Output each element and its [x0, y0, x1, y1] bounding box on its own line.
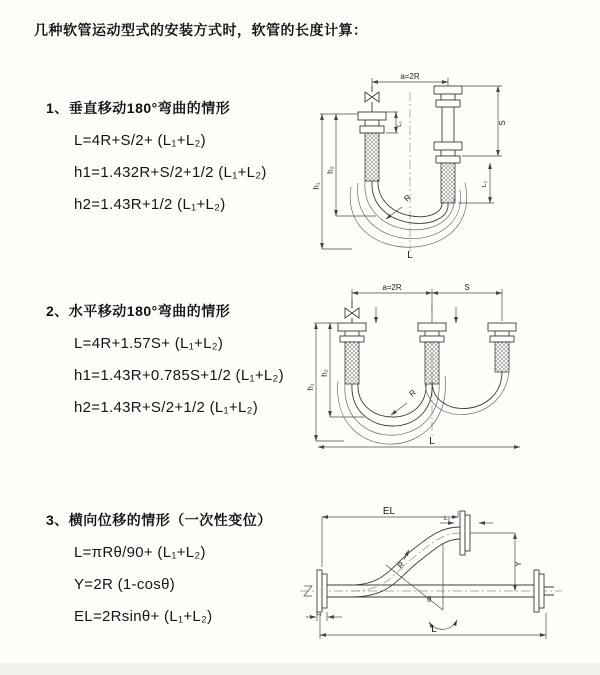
theta-label: θ [427, 595, 432, 604]
svg-text:h₂: h₂ [320, 369, 329, 377]
svg-text:a=2R: a=2R [400, 72, 420, 81]
page-bottom-edge [0, 663, 600, 675]
shifted-pipe-flange [488, 323, 516, 372]
left-pipe-flange [358, 112, 386, 181]
lateral-displacement-diagram [294, 503, 568, 651]
braid-section [345, 342, 359, 384]
svg-text:L₁: L₁ [396, 121, 403, 127]
valve-icon [345, 299, 359, 323]
svg-text:L₂: L₂ [444, 515, 451, 522]
dimension-y [470, 533, 523, 591]
section1-formula-h1: h1=1.432R+S/2+1/2 (L₁+L₂) [74, 164, 267, 181]
length-label: L [431, 624, 437, 635]
dimension-s [462, 86, 507, 156]
svg-text:h₂: h₂ [326, 166, 335, 174]
svg-text:EL: EL [382, 506, 396, 517]
svg-text:S: S [498, 120, 507, 126]
braid-section [425, 342, 439, 384]
svg-text:h₁: h₁ [312, 182, 321, 190]
angle-construction [386, 543, 457, 629]
middle-pipe-flange [418, 323, 446, 384]
section3-heading: 3、横向位移的情形（一次性变位） [46, 512, 272, 528]
vertical-180-bend-diagram [312, 66, 548, 262]
dimension-el [322, 506, 458, 567]
tick-arrows [376, 307, 456, 323]
dimension-l [320, 613, 546, 639]
section2-heading: 2、水平移动180°弯曲的情形 [46, 303, 231, 319]
dimension-s: S [464, 283, 470, 292]
svg-text:R: R [395, 560, 407, 571]
braid-section [495, 342, 509, 372]
dimension-l2 [458, 163, 494, 203]
dimension-l1 [306, 610, 342, 621]
dimension-l [318, 436, 520, 447]
section3-formula-EL: EL=2Rsinθ+ (L₁+L₂) [74, 608, 213, 625]
section2-formula-h2: h2=1.43R+S/2+1/2 (L₁+L₂) [74, 399, 259, 416]
length-label: L [429, 436, 435, 447]
svg-text:a=2R: a=2R [382, 283, 402, 292]
svg-text:L₁: L₁ [316, 610, 322, 617]
svg-text:L₂: L₂ [481, 180, 488, 188]
upper-flange-displaced [460, 511, 470, 555]
s-curve-hose [351, 527, 460, 597]
valve-icon [365, 86, 379, 112]
braid-section [441, 163, 455, 203]
section2-formula-L: L=4R+1.57S+ (L₁+L₂) [74, 335, 224, 352]
radius-callout [396, 550, 409, 570]
left-pipe-flange [338, 323, 366, 384]
page-title: 几种软管运动型式的安装方式时，软管的长度计算： [34, 22, 368, 38]
section2-formula-h1: h1=1.43R+0.785S+1/2 (L₁+L₂) [74, 367, 284, 384]
svg-text:R: R [402, 192, 413, 204]
svg-text:Y: Y [514, 561, 523, 567]
section3-formula-Y: Y=2R (1-cosθ) [74, 576, 176, 593]
horizontal-180-bend-diagram [308, 281, 548, 453]
dimension-l1 [386, 112, 403, 133]
braid-section [365, 133, 379, 181]
right-pipe-flange [434, 86, 462, 203]
length-label: L [407, 250, 413, 261]
dimension-a2r [352, 283, 502, 321]
section1-formula-L: L=4R+S/2+ (L₁+L₂) [74, 132, 206, 149]
svg-text:R: R [407, 387, 418, 399]
section3-formula-L: L=πRθ/90+ (L₁+L₂) [74, 544, 206, 561]
section1-heading: 1、垂直移动180°弯曲的情形 [46, 100, 231, 116]
svg-text:h₁: h₁ [306, 383, 315, 391]
hose-u-arcs [338, 376, 446, 444]
section1-formula-h2: h2=1.43R+1/2 (L₁+L₂) [74, 196, 226, 213]
